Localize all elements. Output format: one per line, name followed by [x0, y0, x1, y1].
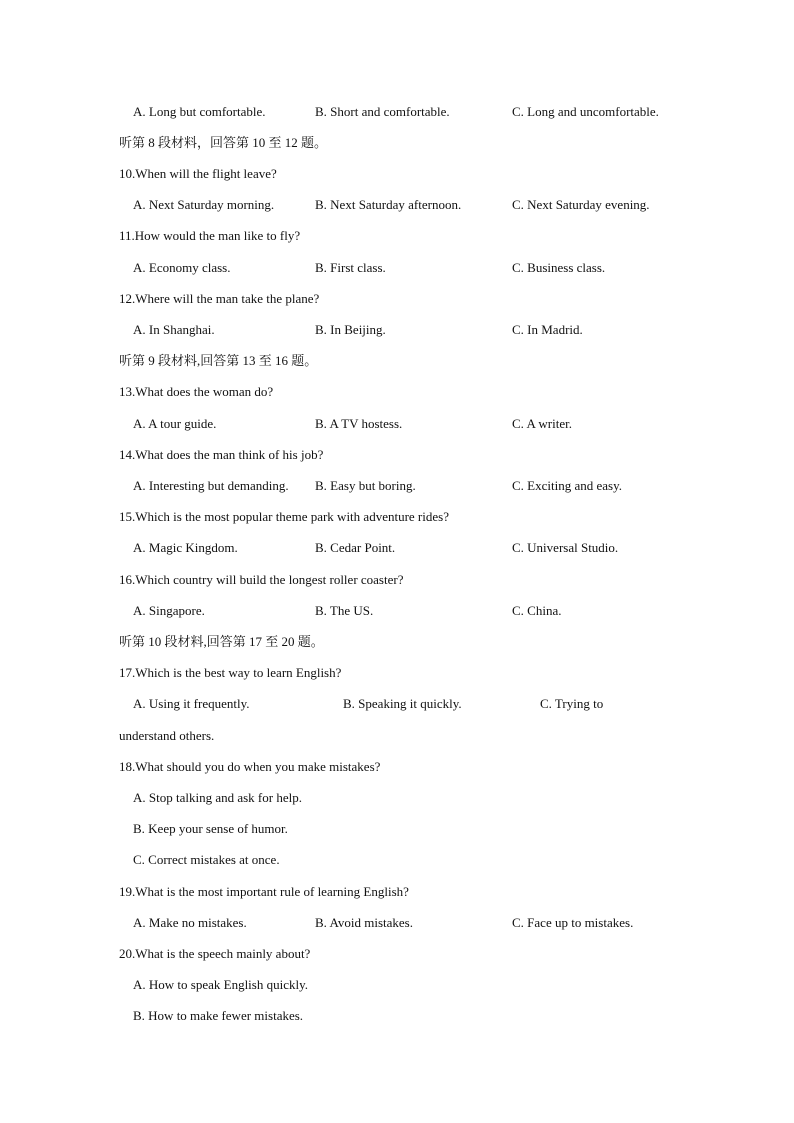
- q19-option-a: A. Make no mistakes.: [133, 915, 247, 930]
- section-8-heading: [0, 133, 794, 153]
- q16-option-a: A. Singapore.: [133, 603, 205, 618]
- q18-option-a: A. Stop talking and ask for help.: [133, 790, 302, 805]
- q18-option-c-line: [0, 850, 794, 870]
- q18-option-b: B. Keep your sense of humor.: [133, 821, 288, 836]
- q11-question: [0, 226, 794, 246]
- section-10-heading: [0, 632, 794, 652]
- q10-option-b: B. Next Saturday afternoon.: [315, 197, 462, 212]
- q16-option-c: C. China.: [512, 603, 562, 618]
- q14-option-c: C. Exciting and easy.: [512, 478, 622, 493]
- q14-option-a: A. Interesting but demanding.: [133, 478, 289, 493]
- q15-option-b: B. Cedar Point.: [315, 540, 396, 555]
- q14-option-b: B. Easy but boring.: [315, 478, 416, 493]
- q19-text: 19.What is the most important rule of learning English?: [119, 884, 409, 899]
- q18-option-a-line: [0, 788, 794, 808]
- q19-question: [0, 882, 794, 902]
- q16-option-b: B. The US.: [315, 603, 374, 618]
- q16-text: 16.Which country will build the longest roller coaster?: [119, 572, 404, 587]
- q10-question: [0, 164, 794, 184]
- q15-question: [0, 507, 794, 527]
- q13-text: 13.What does the woman do?: [119, 384, 274, 399]
- q10-option-c: C. Next Saturday evening.: [512, 197, 650, 212]
- q9-option-a: A. Long but comfortable.: [133, 104, 266, 119]
- q15-option-c: C. Universal Studio.: [512, 540, 619, 555]
- q17-text: 17.Which is the best way to learn English?: [119, 665, 342, 680]
- q12-option-b: B. In Beijing.: [315, 322, 386, 337]
- q17-options: [0, 694, 794, 714]
- q10-options: [0, 195, 794, 215]
- section-10-text: 听第 10 段材料,回答第 17 至 20 题。: [119, 634, 324, 649]
- q19-option-c: C. Face up to mistakes.: [512, 915, 634, 930]
- q19-option-b: B. Avoid mistakes.: [315, 915, 413, 930]
- q13-option-b: B. A TV hostess.: [315, 416, 403, 431]
- q11-option-b: B. First class.: [315, 260, 386, 275]
- q18-option-c: C. Correct mistakes at once.: [133, 852, 280, 867]
- q13-options: [0, 414, 794, 434]
- section-9-heading: [0, 351, 794, 371]
- q14-question: [0, 445, 794, 465]
- q17-question: [0, 663, 794, 683]
- q11-options: [0, 258, 794, 278]
- q18-question: [0, 757, 794, 777]
- q17-continuation-text: understand others.: [119, 728, 215, 743]
- q12-text: 12.Where will the man take the plane?: [119, 291, 320, 306]
- q10-option-a: A. Next Saturday morning.: [133, 197, 275, 212]
- q16-options: [0, 601, 794, 621]
- q14-options: [0, 476, 794, 496]
- q17-option-b: B. Speaking it quickly.: [343, 696, 462, 711]
- q15-text: 15.Which is the most popular theme park with adventure rides?: [119, 509, 449, 524]
- q15-option-a: A. Magic Kingdom.: [133, 540, 238, 555]
- q17-option-c-continuation: [0, 726, 794, 746]
- q9-options: [0, 102, 794, 122]
- q12-option-c: C. In Madrid.: [512, 322, 583, 337]
- q11-option-c: C. Business class.: [512, 260, 606, 275]
- q14-text: 14.What does the man think of his job?: [119, 447, 324, 462]
- q20-option-a-line: [0, 975, 794, 995]
- q13-option-c: C. A writer.: [512, 416, 572, 431]
- q18-option-b-line: [0, 819, 794, 839]
- section-8-text: 听第 8 段材料，回答第 10 至 12 题。: [119, 135, 328, 150]
- q20-option-b: B. How to make fewer mistakes.: [133, 1008, 304, 1023]
- q20-question: [0, 944, 794, 964]
- q19-options: [0, 913, 794, 933]
- q12-option-a: A. In Shanghai.: [133, 322, 215, 337]
- q13-option-a: A. A tour guide.: [133, 416, 217, 431]
- q16-question: [0, 570, 794, 590]
- q12-question: [0, 289, 794, 309]
- q9-option-b: B. Short and comfortable.: [315, 104, 450, 119]
- q12-options: [0, 320, 794, 340]
- q10-text: 10.When will the flight leave?: [119, 166, 277, 181]
- section-9-text: 听第 9 段材料,回答第 13 至 16 题。: [119, 353, 318, 368]
- q20-option-a: A. How to speak English quickly.: [133, 977, 308, 992]
- q20-option-b-line: [0, 1006, 794, 1026]
- q18-text: 18.What should you do when you make mistakes?: [119, 759, 381, 774]
- q9-option-c: C. Long and uncomfortable.: [512, 104, 659, 119]
- q15-options: [0, 538, 794, 558]
- q20-text: 20.What is the speech mainly about?: [119, 946, 311, 961]
- q17-option-a: A. Using it frequently.: [133, 696, 250, 711]
- q17-option-c: C. Trying to: [540, 696, 604, 711]
- q13-question: [0, 382, 794, 402]
- q11-option-a: A. Economy class.: [133, 260, 231, 275]
- q11-text: 11.How would the man like to fly?: [119, 228, 301, 243]
